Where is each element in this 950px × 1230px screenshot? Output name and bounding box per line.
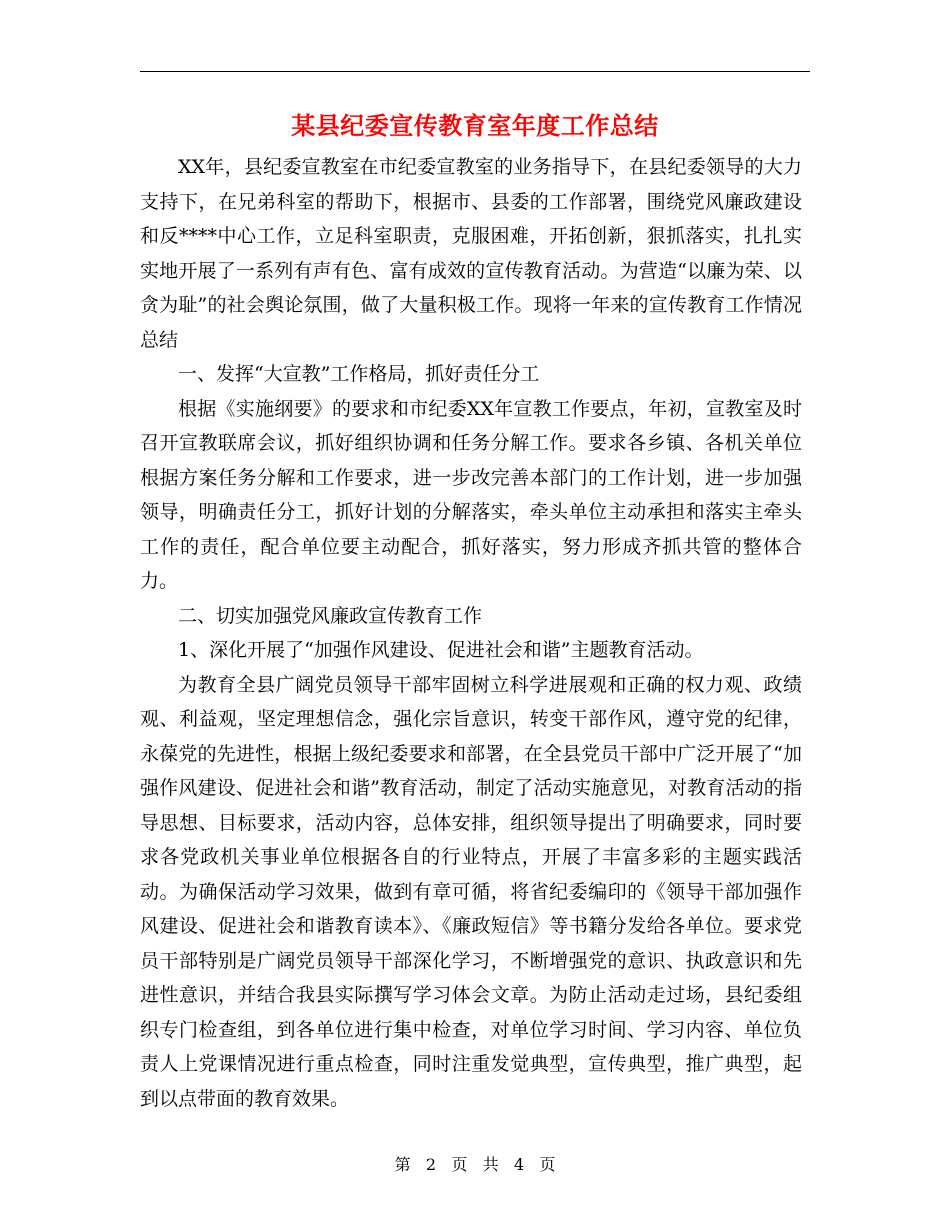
footer-total-pages: 4 xyxy=(513,1155,525,1174)
paragraph-section-1: 根据《实施纲要》的要求和市纪委XX年宣教工作要点，年初，宣教室及时召开宣教联席会议，抓好组织协调和任务分解工作。要求各乡镇、各机关单位根据方案任务分解和工作要求，进一步改完善本部门的工作计划，进一步加强领导，明确责任分工，抓好计划的分解落实，牵头单位主动承担和落实主牵头工作的责任，配合单位要主动配合，抓好落实，努力形成齐抓共管的整体合力。 xyxy=(140,397,802,592)
paragraph-intro: XX年，县纪委宣教室在市纪委宣教室的业务指导下，在县纪委领导的大力支持下，在兄弟科室的帮助下，根据市、县委的工作部署，围绕党风廉政建设和反****中心工作，立足科室职责，克服困难，开拓创新，狠抓落实，扎扎实实地开展了一系列有声有色、富有成效的宣传教育活动。为营造“以廉为荣、以贪为耻”的社会舆论氛围，做了大量积极工作。现将一年来的宣传教育工作情况总结 xyxy=(140,156,802,351)
page-footer xyxy=(0,1153,950,1177)
section-heading-2: 二、切实加强党风廉政宣传教育工作 xyxy=(178,604,483,627)
section-heading-1: 一、发挥“大宣教”工作格局，抓好责任分工 xyxy=(178,363,540,385)
footer-total-word: 共 xyxy=(482,1155,499,1174)
footer-prefix: 第 xyxy=(394,1155,411,1174)
document-body xyxy=(140,150,802,1116)
header-rule xyxy=(140,71,810,72)
paragraph-subsection-1: 为教育全县广阔党员领导干部牢固树立科学进展观和正确的权力观、政绩观、利益观，坚定理想信念，强化宗旨意识，转变干部作风，遵守党的纪律，永葆党的先进性，根据上级纪委要求和部署，在全县党员干部中广泛开展了“加强作风建设、促进社会和谐”教育活动，制定了活动实施意见，对教育活动的指导思想、目标要求，活动内容，总体安排，组织领导提出了明确要求，同时要求各党政机关事业单位根据各自的行业特点，开展了丰富多彩的主题实践活动。为确保活动学习效果，做到有章可循，将省纪委编印的《领导干部加强作风建设、促进社会和谐教育读本》、《廉政短信》等书籍分发给各单位。要求党员干部特别是广阔党员领导干部深化学习，不断增强党的意识、执政意识和先进性意识，并结合我县实际撰写学习体会文章。为防止活动走过场，县纪委组织专门检查组，到各单位进行集中检查，对单位学习时间、学习内容、单位负责人上党课情况进行重点检查，同时注重发觉典型，宣传典型，推广典型，起到以点带面的教育效果。 xyxy=(140,673,802,1110)
subsection-heading-1: 1、深化开展了“加强作风建设、促进社会和谐”主题教育活动。 xyxy=(178,639,704,661)
document-title: 某县纪委宣传教育室年度工作总结 xyxy=(291,111,659,140)
footer-page-word: 页 xyxy=(451,1155,468,1174)
footer-current-page: 2 xyxy=(425,1155,437,1174)
footer-suffix: 页 xyxy=(539,1155,556,1174)
